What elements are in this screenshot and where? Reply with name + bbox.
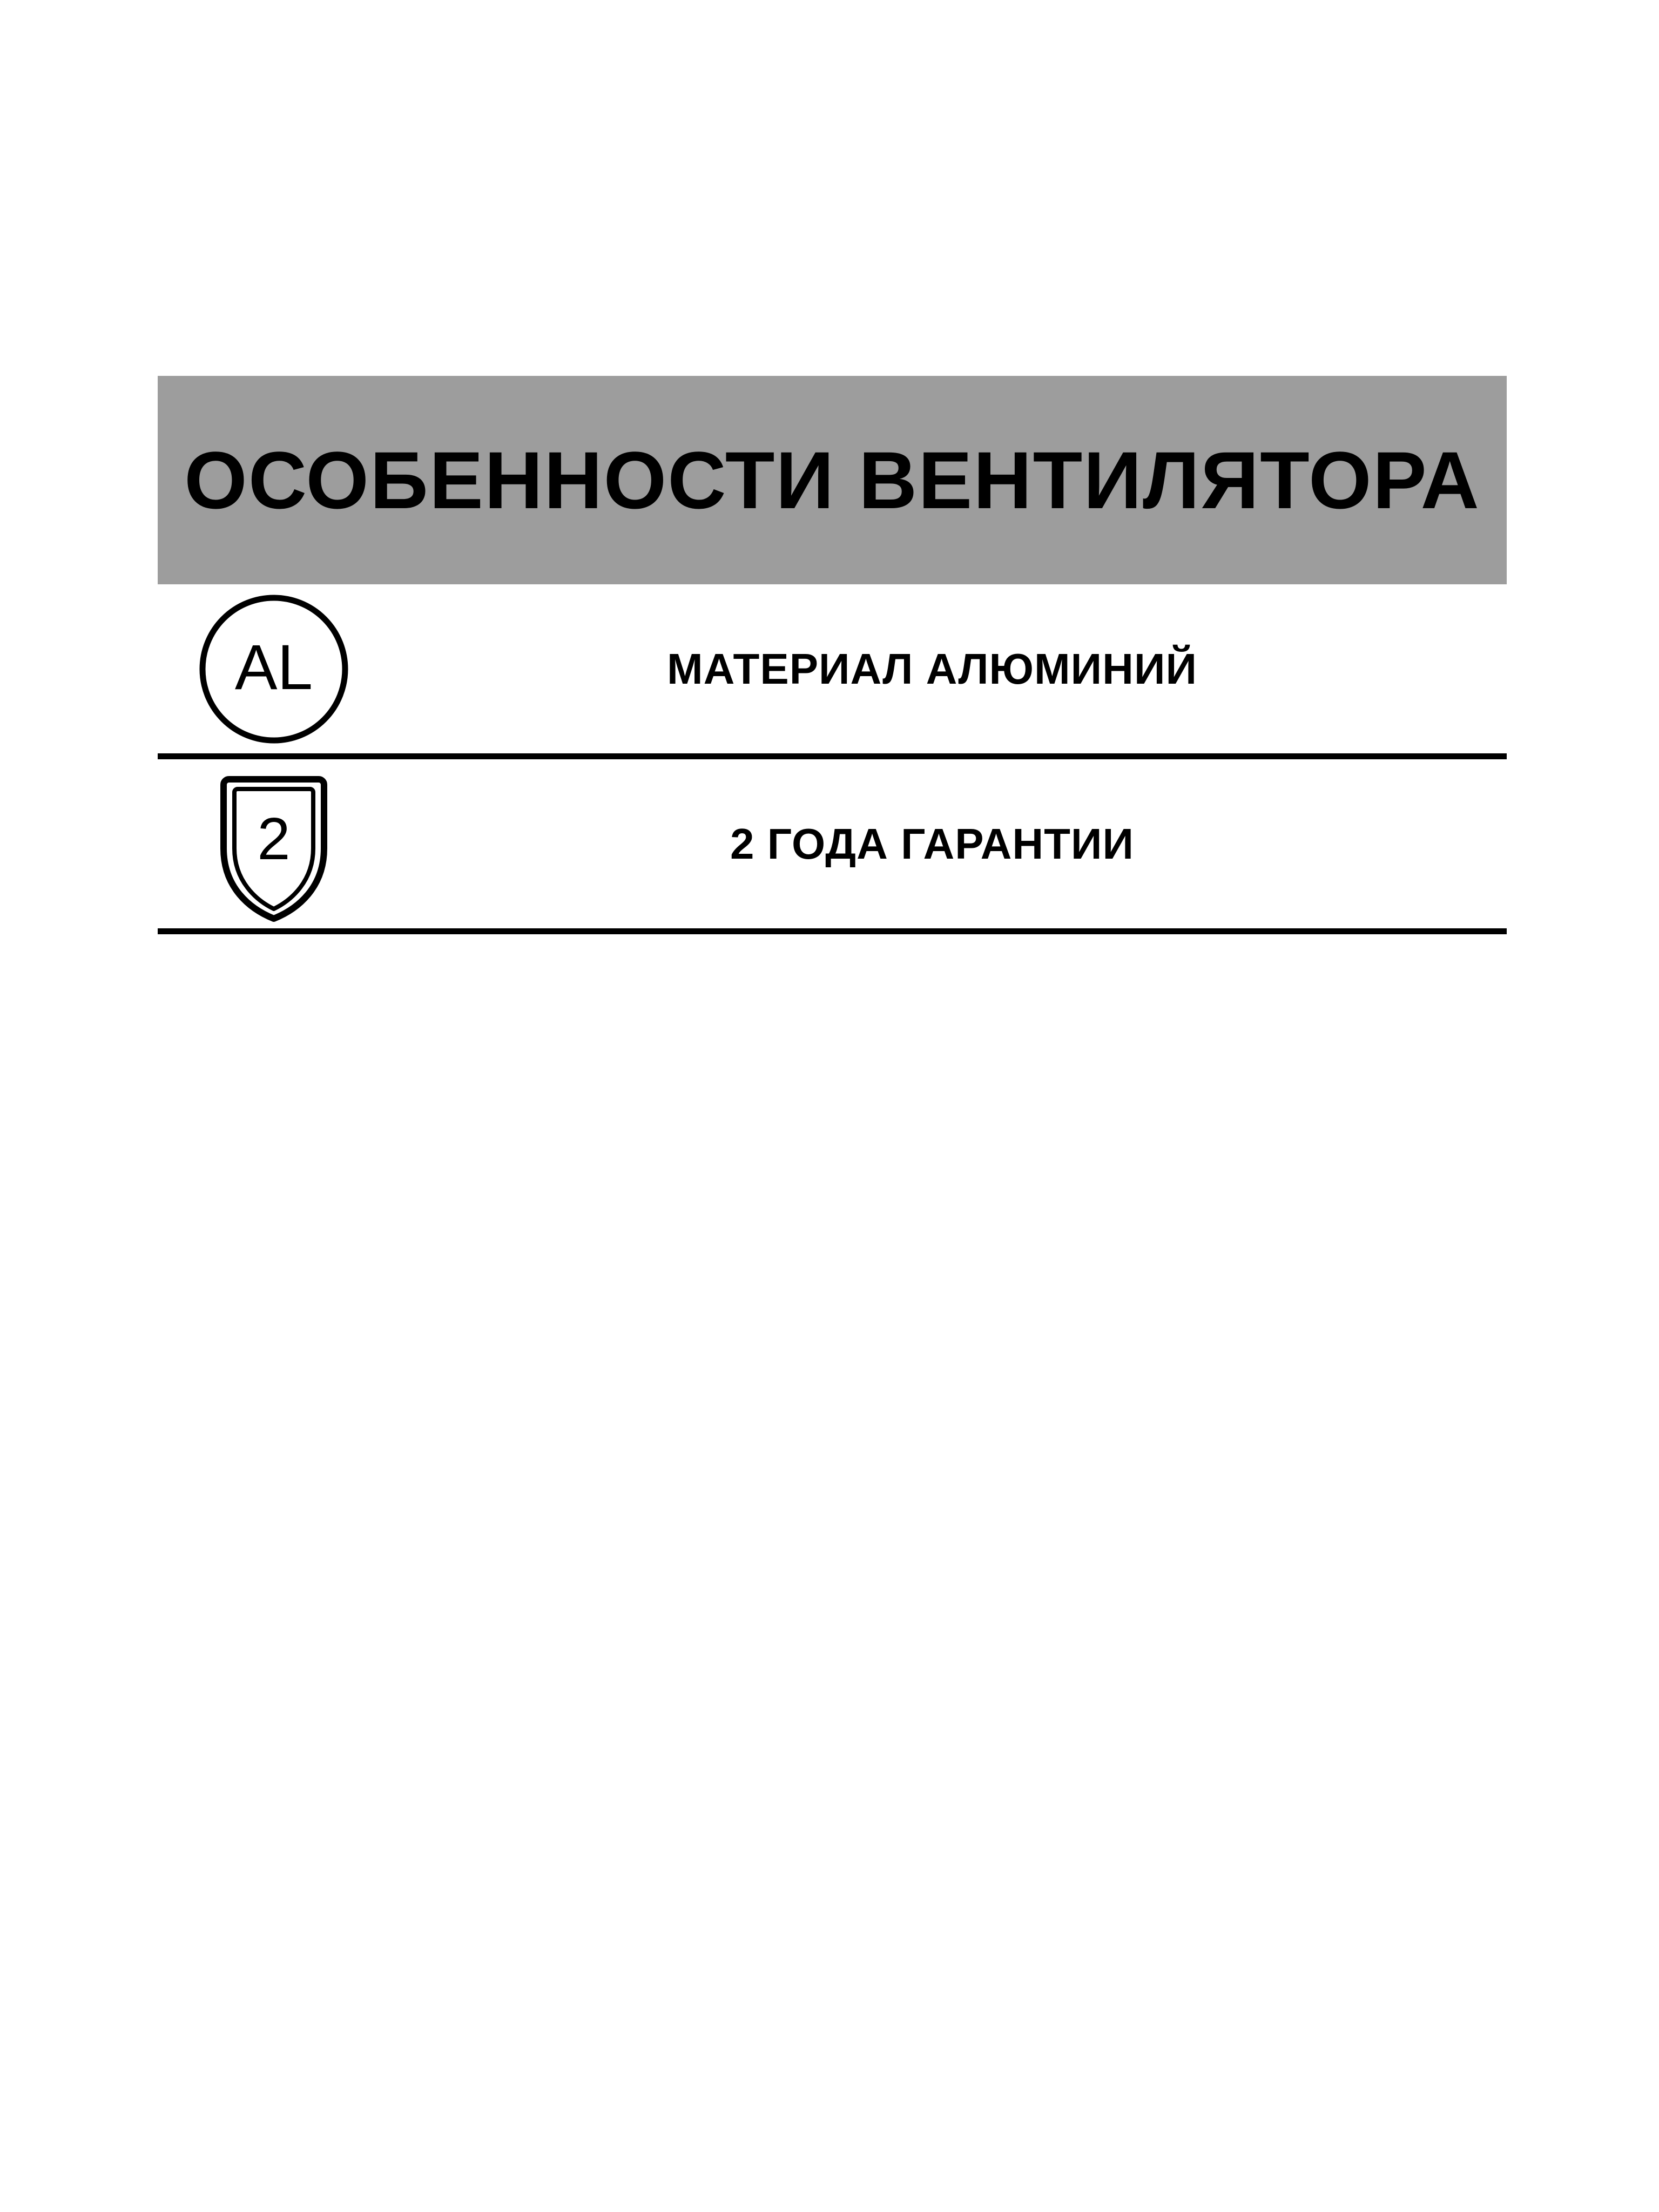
fan-features-block [158,376,1507,934]
svg-text:AL: AL [234,631,313,703]
warranty-shield-icon [195,763,352,925]
page-title: ОСОБЕННОСТИ ВЕНТИЛЯТОРА [184,435,1480,525]
feature-label-cell [390,759,1507,928]
svg-text:2: 2 [257,805,291,872]
divider-rule [158,753,1507,759]
divider-rule [158,928,1507,934]
aluminium-circle-icon [195,591,352,747]
feature-icon-cell [158,584,390,753]
feature-row [158,584,1507,753]
feature-label-warranty: 2 ГОДА ГАРАНТИИ [730,819,1134,868]
feature-label-cell [390,584,1507,753]
feature-row [158,759,1507,928]
feature-label-material: МАТЕРИАЛ АЛЮМИНИЙ [667,644,1197,693]
feature-icon-cell [158,759,390,928]
features-title-banner [158,376,1507,584]
